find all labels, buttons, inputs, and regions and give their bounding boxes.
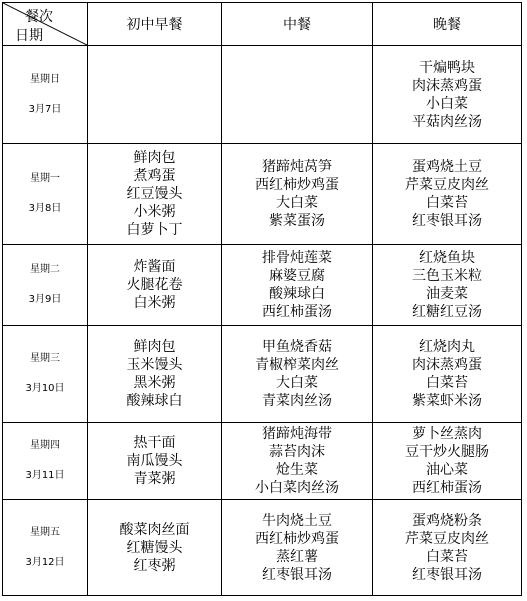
menu-row	[3, 144, 522, 245]
dish-item: 大白菜	[276, 195, 318, 211]
date-cell	[3, 500, 88, 596]
dish-item: 牛肉烧土豆	[262, 512, 332, 529]
dish-item: 油心菜	[426, 462, 468, 478]
date-cell	[3, 423, 88, 500]
date-label: 3月10日	[25, 383, 65, 394]
menu-row	[3, 46, 522, 144]
dish-item: 黑米粥	[133, 375, 176, 391]
dish-item: 排骨炖莲菜	[262, 250, 332, 266]
menu-row	[3, 326, 522, 423]
dish-item: 麻婆豆腐	[269, 268, 325, 284]
dish-item: 油麦菜	[426, 286, 468, 302]
header-dinner: 晚餐	[373, 3, 522, 46]
dish-item: 蒜苔肉沫	[269, 444, 325, 460]
dish-item: 青菜粥	[133, 471, 176, 487]
dish-item: 三色玉米粒	[412, 268, 482, 284]
date-label: 3月7日	[28, 103, 62, 115]
dish-item: 蛋鸡烧粉条	[412, 512, 482, 529]
dish-item: 酸辣球白	[269, 286, 325, 302]
dish-item: 紫菜蛋汤	[269, 213, 325, 229]
dish-item: 肉沫蒸鸡蛋	[412, 77, 482, 94]
dish-item: 小白菜	[426, 95, 468, 112]
dish-item: 白菜苔	[426, 548, 468, 565]
header-row	[3, 3, 522, 46]
dish-item: 红糖红豆汤	[412, 304, 482, 320]
dish-item: 肉沫蒸鸡蛋	[412, 357, 482, 373]
header-breakfast: 初中早餐	[88, 3, 222, 46]
dish-item: 红豆馒头	[126, 186, 183, 202]
breakfast-cell	[88, 46, 222, 144]
dish-item: 白米粥	[133, 295, 176, 311]
dish-item: 芹菜豆皮肉丝	[405, 530, 489, 547]
lunch-cell	[222, 500, 373, 596]
dish-item: 猪蹄炖海带	[262, 426, 332, 442]
dish-item: 炸酱面	[133, 259, 176, 275]
dish-item: 红枣银耳汤	[262, 566, 332, 583]
header-lunch: 中餐	[222, 3, 373, 46]
dish-item: 炝生菜	[276, 462, 318, 478]
date-cell	[3, 326, 88, 423]
dinner-cell	[373, 144, 522, 245]
menu-row	[3, 500, 522, 596]
dish-item: 酸辣球白	[126, 393, 183, 409]
lunch-cell	[222, 326, 373, 423]
weekday-label: 星期日	[30, 73, 60, 85]
corner-cell	[3, 3, 88, 46]
weekday-label: 星期五	[30, 526, 60, 538]
dish-item: 白菜苔	[426, 375, 468, 391]
breakfast-cell	[88, 423, 222, 500]
dish-item: 白萝卜丁	[126, 222, 183, 238]
lunch-cell	[222, 423, 373, 500]
weekday-label: 星期一	[30, 173, 60, 184]
dish-item: 西红柿炒鸡蛋	[255, 177, 339, 193]
dish-item: 青菜肉丝汤	[262, 393, 332, 409]
menu-row	[3, 245, 522, 326]
weekday-label: 星期四	[30, 440, 60, 451]
dish-item: 红糖馒头	[126, 539, 183, 556]
dish-item: 红烧鱼块	[419, 250, 475, 266]
breakfast-cell	[88, 500, 222, 596]
dinner-cell	[373, 500, 522, 596]
date-cell	[3, 46, 88, 144]
dish-item: 红枣银耳汤	[412, 566, 482, 583]
dish-item: 红烧肉丸	[419, 339, 475, 355]
dinner-cell	[373, 245, 522, 326]
dish-item: 红枣粥	[133, 557, 176, 574]
date-cell	[3, 144, 88, 245]
date-label: 3月8日	[28, 203, 62, 214]
dish-item: 猪蹄炖莴笋	[262, 159, 332, 175]
dish-item: 小米粥	[133, 204, 176, 220]
dinner-cell	[373, 326, 522, 423]
lunch-cell	[222, 144, 373, 245]
dish-item: 大白菜	[276, 375, 318, 391]
dish-item: 甲鱼烧香菇	[262, 339, 332, 355]
breakfast-cell	[88, 245, 222, 326]
dish-item: 干煸鸭块	[419, 59, 475, 76]
lunch-cell	[222, 245, 373, 326]
dish-item: 火腿花卷	[126, 277, 183, 293]
menu-table	[2, 2, 522, 596]
dish-item: 紫菜虾米汤	[412, 393, 482, 409]
dish-item: 鲜肉包	[133, 339, 176, 355]
date-label: 3月12日	[25, 556, 65, 568]
dish-item: 小白菜肉丝汤	[255, 480, 339, 496]
dish-item: 西红柿蛋汤	[262, 304, 332, 320]
dish-item: 西红柿炒鸡蛋	[255, 530, 339, 547]
dish-item: 芹菜豆皮肉丝	[405, 177, 489, 193]
dinner-cell	[373, 423, 522, 500]
weekday-label: 星期三	[30, 353, 60, 364]
dish-item: 蛋鸡烧土豆	[412, 159, 482, 175]
dish-item: 豆干炒火腿肠	[405, 444, 489, 460]
lunch-cell	[222, 46, 373, 144]
breakfast-cell	[88, 326, 222, 423]
dish-item: 热干面	[133, 435, 176, 451]
weekday-label: 星期二	[30, 264, 60, 275]
breakfast-cell	[88, 144, 222, 245]
dish-item: 西红柿蛋汤	[412, 480, 482, 496]
date-cell	[3, 245, 88, 326]
dish-item: 酸菜肉丝面	[119, 521, 190, 538]
dish-item: 玉米馒头	[126, 357, 183, 373]
date-label: 3月11日	[25, 470, 65, 481]
dinner-cell	[373, 46, 522, 144]
dish-item: 煮鸡蛋	[133, 168, 176, 184]
dish-item: 萝卜丝蒸肉	[412, 426, 482, 442]
date-label: 3月9日	[28, 294, 62, 305]
dish-item: 青椒榨菜肉丝	[255, 357, 339, 373]
dish-item: 白菜苔	[426, 195, 468, 211]
dish-item: 南瓜馒头	[126, 453, 183, 469]
dish-item: 平菇肉丝汤	[412, 113, 482, 130]
dish-item: 鲜肉包	[133, 150, 176, 166]
dish-item: 红枣银耳汤	[412, 213, 482, 229]
corner-label-meal: 餐次	[25, 9, 53, 25]
corner-label-date: 日期	[15, 28, 43, 44]
menu-row	[3, 423, 522, 500]
dish-item: 蒸红薯	[276, 548, 318, 565]
